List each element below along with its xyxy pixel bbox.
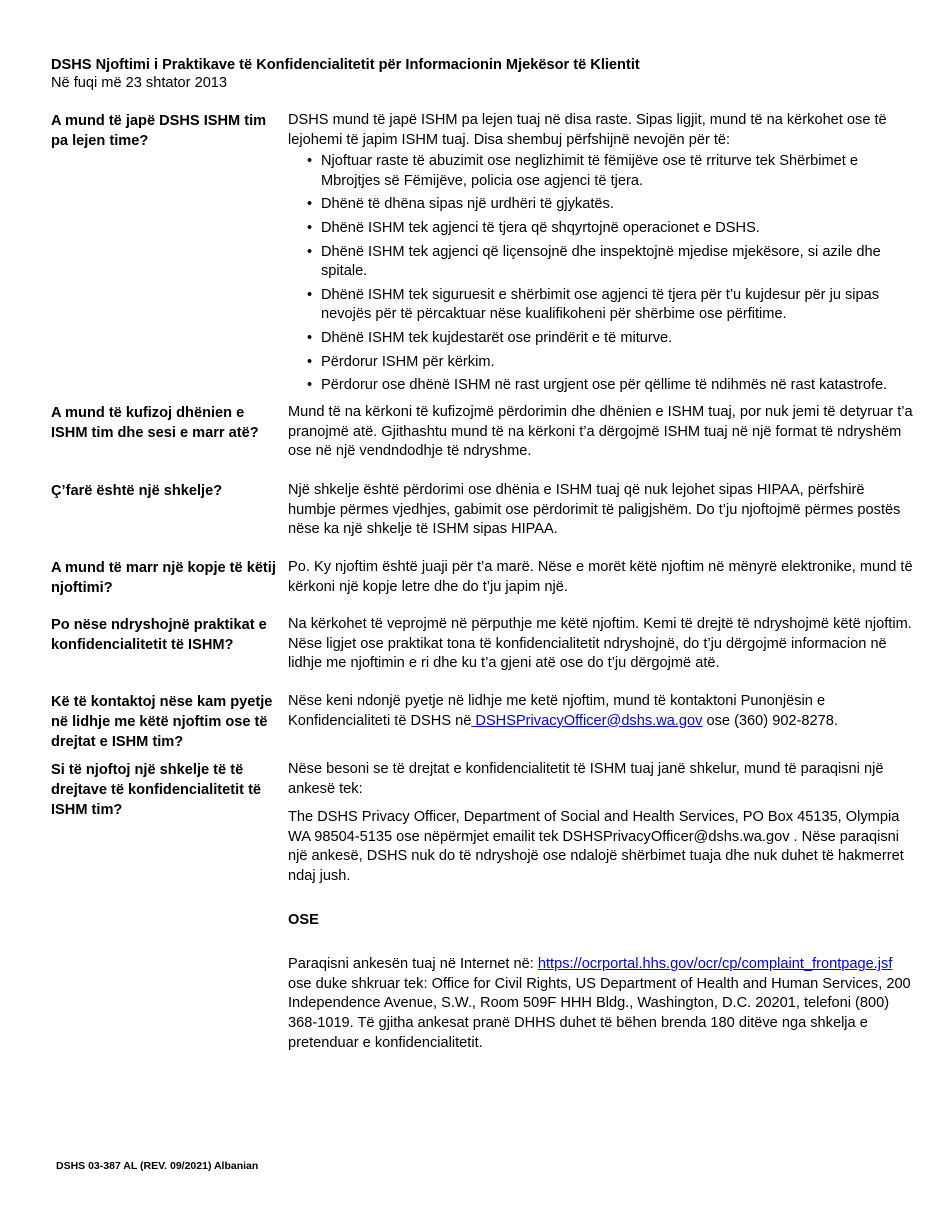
answer-copy: Po. Ky njoftim është juaji për t’a marë. Nëse e morët këtë njoftim në mënyrë elektronike, mund të kërkoni një kopje letre dhe do t’ju japim një.: [288, 559, 913, 595]
question-contact: Kë të kontaktoj nëse kam pyetje në lidhje me këtë njoftim ose të drejtat e ISHM tim?: [51, 694, 273, 750]
answer-report: [288, 760, 913, 1053]
answer-breach: Një shkelje është përdorimi ose dhënia e ISHM tuaj që nuk lejohet sipas HIPAA, përfshirë humbje përmes vjedhjes, gabimit ose përdorimit të paligjshëm. Do t’ju njoftojmë përmes postës nëse ka një shkelje të ISHM sipas HIPAA.: [288, 482, 901, 538]
form-id-footer: DSHS 03-387 AL (REV. 09/2021) Albanian: [56, 1160, 259, 1172]
document-header: [51, 56, 921, 92]
answer-limit: Mund të na kërkoni të kufizojmë përdorimin dhe dhënien e ISHM tuaj, por nuk jemi të detyruar t’a pranojmë atë. Gjithashtu mund të na kërkoni t’a dërgojmë ISHM tuaj në një format të ndryshëm ose në një vendndodhje të ndryshme.: [288, 404, 913, 460]
complaint-portal-link[interactable]: https://ocrportal.hhs.gov/ocr/cp/complaint_frontpage.jsf: [537, 956, 893, 973]
question-report: Si të njoftoj një shkelje të të drejtave të konfidencialitetit të ISHM tim?: [51, 762, 262, 818]
report-para-3: [288, 955, 913, 1053]
answer-contact: [288, 692, 913, 731]
list-item: • Përdorur ose dhënë ISHM në rast urgjent ose për qëllime të ndihmës në rast katastrofe.: [321, 376, 913, 396]
report-para-2: The DSHS Privacy Officer, Department of Social and Health Services, PO Box 45135, Olympia WA 98504-5135 ose nëpërmjet emailit tek DSHSPrivacyOfficer@dshs.wa.gov . Nëse paraqisni një ankesë, DSHS nuk do të ndryshojë ose ndalojë shërbimet tuaja dhe nuk duhet të hakmerret ndaj jush.: [288, 809, 904, 884]
contact-text: Nëse keni ndonjë pyetje në lidhje me ketë njoftim, mund të kontaktoni Punonjësin e Konfidencialiteti të DSHS në: [288, 693, 826, 729]
list-item: • Përdorur ISHM për kërkim.: [321, 353, 913, 373]
question-limit: A mund të kufizoj dhënien e ISHM tim dhe sesi e marr atë?: [51, 405, 259, 441]
question-breach: Ç’farë është një shkelje?: [51, 483, 223, 499]
answer-changes: Na kërkohet të veprojmë në përputhje me këtë njoftim. Kemi të drejtë të ndryshojmë këtë njoftim. Nëse ligjet ose praktikat tona të konfidencialitetit ndryshojnë, do t’ju dërgojmë informacion në lidhje me njoftimin e ri dhe ku t’a gjeni atë ose do t’ju dërgojmë atë.: [288, 616, 912, 672]
list-item: • Dhënë ISHM tek agjenci që liçensojnë dhe inspektojnë mjedise mjekësore, si azile dhe spitale.: [321, 243, 913, 282]
list-item: • Dhënë të dhëna sipas një urdhëri të gjykatës.: [321, 195, 913, 215]
report-para-3-lead: Paraqisni ankesën tuaj në Internet në:: [288, 956, 538, 973]
answer-disclose: [288, 111, 913, 400]
document-title: DSHS Njoftimi i Praktikave të Konfidencialitetit për Informacionin Mjekësor të Klientit: [51, 57, 640, 73]
privacy-officer-email-link[interactable]: DSHSPrivacyOfficer@dshs.wa.gov: [471, 712, 703, 729]
contact-phone-text: ose (360) 902-8278.: [702, 712, 838, 729]
report-para-1: Nëse besoni se të drejtat e konfidencialitetit të ISHM tuaj janë shkelur, mund të paraqisni një ankesë tek:: [288, 761, 884, 797]
question-copy: A mund të marr një kopje të këtij njoftimi?: [51, 560, 276, 596]
list-item: • Njoftuar raste të abuzimit ose neglizhimit të fëmijëve ose të rriturve tek Shërbimet e Mbrojtjes së Fëmijëve, policia ose agjenci të tjera.: [321, 152, 913, 191]
answer-disclose-intro: DSHS mund të japë ISHM pa lejen tuaj në disa raste. Sipas ligjit, mund të na kërkohet ose të lejohemi të japim ISHM tuaj. Disa shembuj përfshijnë nevojën për të:: [288, 112, 887, 148]
question-changes: Po nëse ndryshojnë praktikat e konfidencialitetit të ISHM?: [51, 617, 267, 653]
effective-date: Në fuqi më 23 shtator 2013: [51, 75, 228, 91]
report-para-3-tail: ose duke shkruar tek: Office for Civil Rights, US Department of Health and Human Services, 200 Independence Avenue, S.W., Room 509F HHH Bldg., Washington, D.C. 20201, telefoni (800) 368-1019. Të gjitha ankesat pranë DHHS duhet të bëhen brenda 180 ditëve nga shkelja e pretenduar e konfidencialitetit.: [288, 975, 911, 1051]
disclose-examples-list: [288, 152, 913, 396]
or-label: OSE: [288, 911, 319, 928]
list-item: • Dhënë ISHM tek kujdestarët ose prindërit e të miturve.: [321, 329, 913, 349]
list-item: • Dhënë ISHM tek siguruesit e shërbimit ose agjenci të tjera për t’u kujdesur për ju sipas nevojës për të përcaktuar nëse kualifikoheni për shërbime ose përfitime.: [321, 286, 913, 325]
question-disclose: A mund të japë DSHS ISHM tim pa lejen time?: [51, 113, 267, 149]
list-item: • Dhënë ISHM tek agjenci të tjera që shqyrtojnë operacionet e DSHS.: [321, 219, 913, 239]
